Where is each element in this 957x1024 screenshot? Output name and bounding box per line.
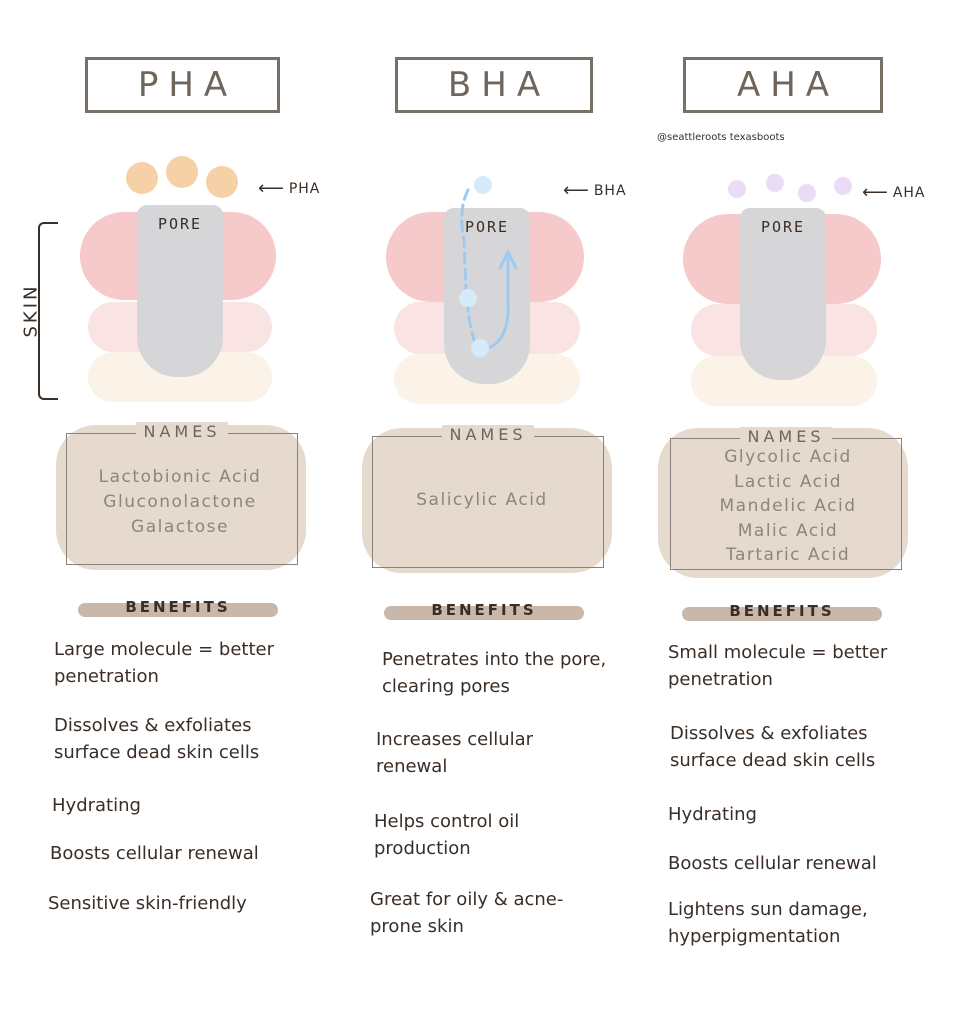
benefit-item: Lightens sun damage, hyperpigmentation bbox=[668, 899, 868, 947]
left-arrow-icon: ⟵ bbox=[862, 182, 889, 203]
pha-molecule-label: PHA bbox=[288, 180, 321, 197]
benefit-item: Boosts cellular renewal bbox=[50, 843, 259, 864]
benefits-header: BENEFITS bbox=[431, 601, 537, 619]
name-item: Tartaric Acid bbox=[725, 545, 851, 565]
name-item: Glycolic Acid bbox=[724, 447, 852, 467]
names-header: NAMES bbox=[740, 427, 833, 446]
pore-label: PORE bbox=[464, 218, 510, 236]
aha-pore bbox=[740, 208, 826, 380]
name-item: Lactic Acid bbox=[733, 471, 843, 492]
benefit-item: Increases cellular renewal bbox=[376, 729, 534, 777]
benefit-item: Great for oily & acne-prone skin bbox=[370, 889, 564, 937]
benefit-item: Sensitive skin-friendly bbox=[48, 893, 247, 914]
aha-title: AHA bbox=[683, 57, 883, 113]
bha-molecule bbox=[471, 339, 489, 357]
bha-arrow-label bbox=[563, 180, 627, 201]
benefit-item: Large molecule = better penetration bbox=[54, 639, 274, 687]
bha-molecule-label: BHA bbox=[593, 182, 627, 199]
name-item: Lactobionic Acid bbox=[98, 467, 262, 487]
benefits-header: BENEFITS bbox=[729, 602, 835, 620]
benefit-item: Small molecule = better penetration bbox=[668, 642, 888, 690]
names-header: NAMES bbox=[136, 422, 229, 441]
bha-title: BHA bbox=[395, 57, 593, 113]
bha-benefits-bar bbox=[384, 601, 584, 620]
aha-molecule-label: AHA bbox=[892, 184, 926, 201]
benefit-item: Boosts cellular renewal bbox=[668, 853, 877, 874]
name-item: Mandelic Acid bbox=[719, 496, 857, 516]
aha-molecule bbox=[766, 174, 784, 192]
bha-names-list bbox=[362, 488, 602, 513]
left-arrow-icon: ⟵ bbox=[563, 180, 590, 201]
skin-label: SKIN bbox=[20, 283, 42, 338]
name-item: Galactose bbox=[131, 517, 229, 537]
aha-molecule bbox=[834, 177, 852, 195]
pore-label: PORE bbox=[157, 215, 203, 233]
bha-molecule bbox=[459, 289, 477, 307]
bha-up-arrow-path bbox=[488, 258, 508, 348]
aha-names-list bbox=[668, 445, 908, 568]
benefit-item: Penetrates into the pore, clearing pores bbox=[382, 649, 607, 697]
benefits-header: BENEFITS bbox=[125, 598, 231, 616]
aha-arrow-label bbox=[862, 182, 926, 203]
left-arrow-icon: ⟵ bbox=[258, 178, 285, 199]
names-header: NAMES bbox=[442, 425, 535, 444]
bha-penetration-path bbox=[440, 180, 540, 380]
benefit-item: Dissolves & exfoliates surface dead skin cells bbox=[670, 723, 876, 771]
bha-down-path bbox=[462, 190, 474, 340]
benefit-item: Dissolves & exfoliates surface dead skin cells bbox=[54, 715, 260, 763]
aha-molecule bbox=[798, 184, 816, 202]
watermark: @seattleroots texasboots bbox=[657, 132, 785, 143]
benefit-item: Hydrating bbox=[52, 795, 141, 816]
benefit-item: Helps control oil production bbox=[374, 811, 520, 859]
pore-label: PORE bbox=[760, 218, 806, 236]
benefit-item: Hydrating bbox=[668, 804, 757, 825]
name-item: Gluconolactone bbox=[103, 492, 257, 512]
name-item: Malic Acid bbox=[737, 520, 839, 541]
aha-benefits-bar bbox=[682, 602, 882, 621]
aha-molecule bbox=[728, 180, 746, 198]
name-item: Salicylic Acid bbox=[416, 490, 548, 510]
pha-title: PHA bbox=[85, 57, 280, 113]
